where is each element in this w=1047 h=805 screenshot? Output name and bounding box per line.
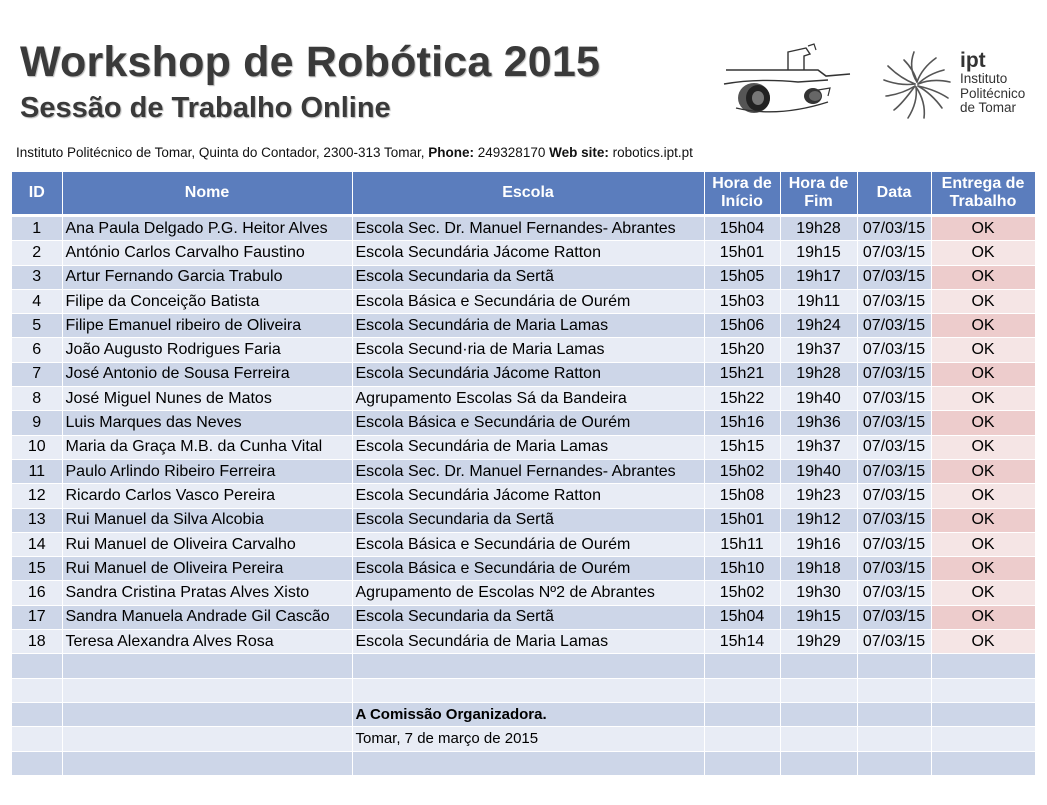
table-row: [12, 581, 1035, 605]
page-title: Workshop de Robótica 2015: [20, 38, 601, 86]
cell-entrega: OK: [931, 605, 1035, 629]
table-row: [12, 459, 1035, 483]
cell-data: 07/03/15: [857, 605, 931, 629]
cell-inicio: 15h04: [704, 216, 780, 241]
table-row-empty: [12, 751, 1035, 775]
cell-entrega: OK: [931, 216, 1035, 241]
cell-entrega: OK: [931, 338, 1035, 362]
cell-data: 07/03/15: [857, 411, 931, 435]
cell-entrega: OK: [931, 459, 1035, 483]
cell-inicio: 15h21: [704, 362, 780, 386]
table-row: [12, 387, 1035, 411]
cell-entrega: OK: [931, 362, 1035, 386]
cell-escola: Escola Secundaria da Sertã: [352, 265, 704, 289]
cell-inicio: 15h05: [704, 265, 780, 289]
cell-id: 8: [12, 387, 62, 411]
cell-fim: 19h28: [780, 362, 857, 386]
cell-inicio: 15h14: [704, 630, 780, 654]
cell-nome: Paulo Arlindo Ribeiro Ferreira: [62, 459, 352, 483]
cell-id: 14: [12, 532, 62, 556]
cell-fim: 19h17: [780, 265, 857, 289]
cell-id: 6: [12, 338, 62, 362]
cell-id: 11: [12, 459, 62, 483]
cell-data: 07/03/15: [857, 484, 931, 508]
cell-id: 17: [12, 605, 62, 629]
cell-inicio: 15h02: [704, 459, 780, 483]
cell-entrega: OK: [931, 411, 1035, 435]
cell-inicio: 15h01: [704, 508, 780, 532]
cell-entrega: OK: [931, 484, 1035, 508]
address-line: [16, 145, 693, 160]
cell-id: 4: [12, 289, 62, 313]
ipt-line-3: de Tomar: [960, 100, 1017, 115]
cell-data: 07/03/15: [857, 241, 931, 265]
cell-data: 07/03/15: [857, 532, 931, 556]
cell-escola: Escola Básica e Secundária de Ourém: [352, 289, 704, 313]
cell-fim: 19h12: [780, 508, 857, 532]
cell-data: 07/03/15: [857, 581, 931, 605]
cell-entrega: OK: [931, 581, 1035, 605]
cell-entrega: OK: [931, 435, 1035, 459]
cell-data: 07/03/15: [857, 265, 931, 289]
cell-nome: Artur Fernando Garcia Trabulo: [62, 265, 352, 289]
cell-nome: Luis Marques das Neves: [62, 411, 352, 435]
cell-inicio: 15h06: [704, 314, 780, 338]
cell-fim: 19h29: [780, 630, 857, 654]
cell-data: 07/03/15: [857, 387, 931, 411]
table-row: [12, 216, 1035, 241]
col-header-fim: Hora de Fim: [780, 172, 857, 216]
cell-fim: 19h15: [780, 241, 857, 265]
cell-escola: Escola Secundária Jácome Ratton: [352, 241, 704, 265]
cell-escola: Escola Sec. Dr. Manuel Fernandes- Abrantes: [352, 459, 704, 483]
cell-id: 15: [12, 557, 62, 581]
cell-inicio: 15h10: [704, 557, 780, 581]
table-row-place-date: [12, 727, 1035, 751]
cell-nome: Rui Manuel da Silva Alcobia: [62, 508, 352, 532]
table-row: [12, 411, 1035, 435]
cell-nome: José Antonio de Sousa Ferreira: [62, 362, 352, 386]
cell-inicio: 15h11: [704, 532, 780, 556]
ipt-abbr: ipt: [960, 49, 986, 72]
col-header-id: ID: [12, 172, 62, 216]
ipt-line-1: Instituto: [960, 71, 1008, 86]
table-row: [12, 338, 1035, 362]
cell-escola: Escola Secundaria da Sertã: [352, 605, 704, 629]
cell-escola: Agrupamento de Escolas Nº2 de Abrantes: [352, 581, 704, 605]
cell-fim: 19h37: [780, 435, 857, 459]
table-row: [12, 508, 1035, 532]
cell-nome: Filipe da Conceição Batista: [62, 289, 352, 313]
cell-id: 13: [12, 508, 62, 532]
col-header-data: Data: [857, 172, 931, 216]
table-row: [12, 241, 1035, 265]
cell-fim: 19h16: [780, 532, 857, 556]
cell-id: 16: [12, 581, 62, 605]
cell-fim: 19h40: [780, 387, 857, 411]
cell-entrega: OK: [931, 630, 1035, 654]
table-row: [12, 630, 1035, 654]
cell-data: 07/03/15: [857, 289, 931, 313]
cell-data: 07/03/15: [857, 435, 931, 459]
ipt-line-2: Politécnico: [960, 85, 1026, 101]
table-row-empty: [12, 654, 1035, 678]
ipt-mark-icon: [878, 46, 956, 124]
table-row-empty: [12, 678, 1035, 702]
cell-id: 3: [12, 265, 62, 289]
page-subtitle: Sessão de Trabalho Online: [20, 92, 391, 124]
cell-id: 10: [12, 435, 62, 459]
cell-fim: 19h37: [780, 338, 857, 362]
cell-escola: Escola Básica e Secundária de Ourém: [352, 557, 704, 581]
cell-entrega: OK: [931, 557, 1035, 581]
cell-inicio: 15h22: [704, 387, 780, 411]
cell-nome: Rui Manuel de Oliveira Pereira: [62, 557, 352, 581]
cell-nome: Ricardo Carlos Vasco Pereira: [62, 484, 352, 508]
cell-fim: 19h30: [780, 581, 857, 605]
cell-escola: Escola Secundaria da Sertã: [352, 508, 704, 532]
cell-data: 07/03/15: [857, 362, 931, 386]
cell-fim: 19h36: [780, 411, 857, 435]
cell-nome: José Miguel Nunes de Matos: [62, 387, 352, 411]
cell-nome: Filipe Emanuel ribeiro de Oliveira: [62, 314, 352, 338]
cell-fim: 19h40: [780, 459, 857, 483]
cell-escola: Escola Sec. Dr. Manuel Fernandes- Abrantes: [352, 216, 704, 241]
cell-escola: Agrupamento Escolas Sá da Bandeira: [352, 387, 704, 411]
table-row-committee: [12, 702, 1035, 726]
table-row: [12, 532, 1035, 556]
cell-data: 07/03/15: [857, 459, 931, 483]
cell-inicio: 15h20: [704, 338, 780, 362]
place-date: Tomar, 7 de março de 2015: [352, 727, 704, 751]
phone-value: 249328170: [474, 145, 550, 160]
cell-inicio: 15h01: [704, 241, 780, 265]
cell-fim: 19h18: [780, 557, 857, 581]
committee-signature: A Comissão Organizadora.: [352, 702, 704, 726]
cell-escola: Escola Secundária Jácome Ratton: [352, 362, 704, 386]
cell-fim: 19h23: [780, 484, 857, 508]
cell-id: 9: [12, 411, 62, 435]
cell-escola: Escola Secundária de Maria Lamas: [352, 630, 704, 654]
cell-fim: 19h28: [780, 216, 857, 241]
ipt-wordmark: [960, 50, 1025, 116]
phone-label: Phone:: [428, 145, 475, 160]
cell-inicio: 15h03: [704, 289, 780, 313]
table-row: [12, 435, 1035, 459]
cell-data: 07/03/15: [857, 557, 931, 581]
cell-data: 07/03/15: [857, 630, 931, 654]
col-header-entrega: Entrega de Trabalho: [931, 172, 1035, 216]
cell-data: 07/03/15: [857, 314, 931, 338]
cell-data: 07/03/15: [857, 508, 931, 532]
cell-id: 5: [12, 314, 62, 338]
cell-escola: Escola Básica e Secundária de Ourém: [352, 411, 704, 435]
col-header-escola: Escola: [352, 172, 704, 216]
cell-entrega: OK: [931, 508, 1035, 532]
cell-data: 07/03/15: [857, 216, 931, 241]
cell-entrega: OK: [931, 532, 1035, 556]
table-row: [12, 314, 1035, 338]
table-row: [12, 265, 1035, 289]
cell-escola: Escola Secund·ria de Maria Lamas: [352, 338, 704, 362]
ipt-logo: [878, 46, 1043, 126]
table-row: [12, 605, 1035, 629]
col-header-nome: Nome: [62, 172, 352, 216]
cell-id: 1: [12, 216, 62, 241]
table-row: [12, 484, 1035, 508]
cell-entrega: OK: [931, 387, 1035, 411]
cell-nome: Rui Manuel de Oliveira Carvalho: [62, 532, 352, 556]
cell-nome: Maria da Graça M.B. da Cunha Vital: [62, 435, 352, 459]
cell-nome: João Augusto Rodrigues Faria: [62, 338, 352, 362]
table-row: [12, 289, 1035, 313]
cell-nome: Ana Paula Delgado P.G. Heitor Alves: [62, 216, 352, 241]
cell-id: 2: [12, 241, 62, 265]
cell-nome: Sandra Manuela Andrade Gil Cascão: [62, 605, 352, 629]
address-text: Instituto Politécnico de Tomar, Quinta do Contador, 2300-313 Tomar,: [16, 145, 429, 160]
cell-nome: Sandra Cristina Pratas Alves Xisto: [62, 581, 352, 605]
cell-escola: Escola Básica e Secundária de Ourém: [352, 532, 704, 556]
cell-fim: 19h24: [780, 314, 857, 338]
cell-inicio: 15h04: [704, 605, 780, 629]
cell-escola: Escola Secundária de Maria Lamas: [352, 435, 704, 459]
cell-id: 18: [12, 630, 62, 654]
cell-entrega: OK: [931, 241, 1035, 265]
cell-nome: António Carlos Carvalho Faustino: [62, 241, 352, 265]
cell-data: 07/03/15: [857, 338, 931, 362]
table-row: [12, 362, 1035, 386]
cell-inicio: 15h08: [704, 484, 780, 508]
table-row: [12, 557, 1035, 581]
cell-inicio: 15h15: [704, 435, 780, 459]
participants-table: [12, 172, 1036, 776]
website-value: robotics.ipt.pt: [608, 145, 693, 160]
col-header-inicio: Hora de Início: [704, 172, 780, 216]
cell-id: 12: [12, 484, 62, 508]
website-label: Web site:: [549, 145, 609, 160]
cell-fim: 19h15: [780, 605, 857, 629]
cell-nome: Teresa Alexandra Alves Rosa: [62, 630, 352, 654]
cell-id: 7: [12, 362, 62, 386]
cell-escola: Escola Secundária Jácome Ratton: [352, 484, 704, 508]
cell-inicio: 15h16: [704, 411, 780, 435]
cell-fim: 19h11: [780, 289, 857, 313]
table-header-row: [12, 172, 1035, 216]
robot-logo-icon: [718, 40, 858, 120]
cell-entrega: OK: [931, 289, 1035, 313]
cell-inicio: 15h02: [704, 581, 780, 605]
cell-entrega: OK: [931, 265, 1035, 289]
cell-entrega: OK: [931, 314, 1035, 338]
cell-escola: Escola Secundária de Maria Lamas: [352, 314, 704, 338]
